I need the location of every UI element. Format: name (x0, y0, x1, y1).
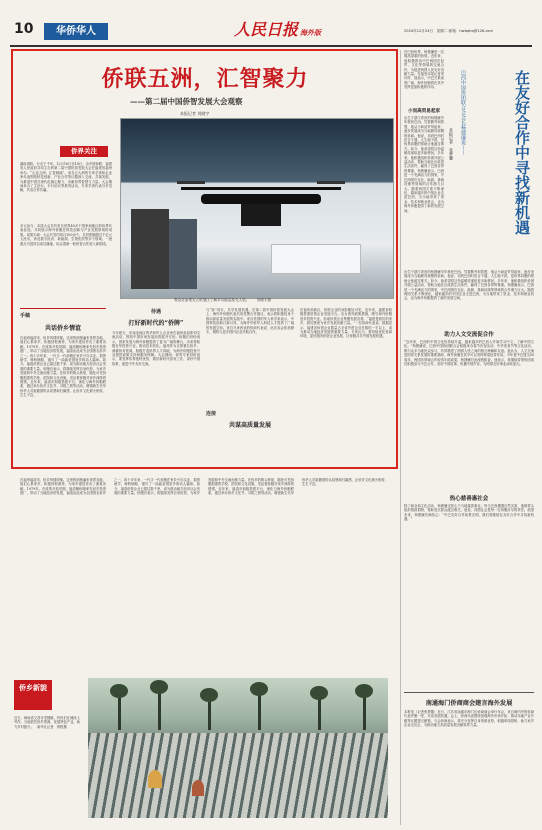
masthead-sub: 海外版 (300, 28, 322, 37)
feature-tag: 侨界关注 (60, 146, 108, 157)
feature-facts: 多元参与：本届大会共有来自世界40多个国家和地区的侨界代表参加，共同展示海外侨胞在科技创新与产业发展领域的成果。成果丰硕：大会共签约项目100余个，总投资额超过千亿元人民币，涉及数字经济、新能源、生物医药等多个领域。一批重点引进项目成功落地，标志着新一轮侨智合作进入新阶段。 (20, 224, 112, 246)
right-byline: 本报记者 张梦馨 (449, 128, 454, 160)
dateline (404, 29, 493, 34)
email-text: 邮箱：hwbqhq@126.com (448, 29, 493, 33)
feature-photo (120, 118, 394, 299)
col4-text: 在福州高新区，侨资企业的身影随处可见。近年来，福建省积极搭建侨资企业发展平台，出台系列政策措施，吸引海外侨胞回乡投资兴业，形成侨资企业集聚发展态势。“福建是我们的家乡，我们愿意为家乡发展贡献力量。”一位侨商代表说。数据显示，福建省侨资企业数量占全省外资企业总数的一半以上，成为推动当地经济发展的重要力量。专家认为，要持续优化营商环境，更好服务侨资企业发展，让侨胞共享中国发展机遇。 (300, 308, 392, 339)
section-divider (20, 308, 106, 309)
left-sidebar (20, 308, 106, 476)
bottom-photo-tag: 侨乡新貌 (14, 680, 52, 710)
col3-text: 与“侨”同行，共享发展机遇。在第二届中国侨智发展大会上，海内外侨胞代表共同签署合作倡议，表示将积极投身于推动高质量发展的实践中。来自美国的华人科学家表示，中国科技创新日新月异，为海外华侨华人科技人才提供了广阔的发展空间。来自马来西亚的侨商代表说，此次参会收获颇丰，期待与更多国内企业开展合作。 (206, 308, 294, 335)
palm-crown (250, 682, 268, 696)
palm-crown (355, 684, 373, 698)
drone-image (201, 194, 321, 204)
right-sec3-title[interactable]: 热心慈善惠社会 (449, 496, 489, 502)
feature-intro: 湖南浏阳，行走于千年。12月16日至18日，由中国侨联、福建省人民政府共同主办的第二届中国侨智发展大会在福建省福州举办。“心连五洲，汇智赋能”。来自五大洲的专家学者和企业家代表围绕科技创新、产业合作等议题深入交流，共谋发展，为推进中国式现代化凝心聚力，贡献侨界智慧与力量。大会期间举办了主论坛、平行论坛等系列活动，专家学者代表分享见解，共话合作共赢。 (20, 162, 112, 193)
masthead-logo (234, 17, 321, 40)
column-3 (206, 308, 294, 432)
masthead-title: 人民日报 (234, 20, 299, 39)
palm-crown (200, 688, 218, 702)
right-intro: 在巴西侨界，杨捷廉是一位德高望重的侨领。近年来，他积极推动中巴两国在经贸、文化等领域的交流合作，为促进两国人民友好贡献力量。在接受本报记者采访时，他表示，中巴关系前景广阔，海外侨胞将在其中发挥更加积极的作用。 (404, 50, 444, 90)
right-headline[interactable]: 在友好合作中寻找新机遇 (513, 70, 531, 235)
col3-section-label: 连接 (206, 411, 217, 417)
photo-caption: 观众在参观无人机展区了解多功能巡检无人机。 刘晓宇摄 (174, 298, 272, 302)
right-sec2-text: “近年来，巴西的中国文化热持续升温，越来越多的巴西人开始学习中文、了解中国文化。”杨捷廉说，巴西中国侨团联合会积极举办春节庆祝活动、中华美食节等文化活动，吸引众多当地民众参与，有效增进了两国人民之间的相互理解和友谊。他认为，人文交流是国家关系发展的重要基础，海外侨胞在其中可以发挥桥梁纽带作用。今年是中巴建交50周年，两国各领域合作取得丰硕成果，杨捷廉对此深感振奋。他表示，将继续带领侨团成员积极参与中巴合作，讲好中国故事，传播中国声音，为两国友好事业添砖加瓦。 (404, 340, 534, 367)
right-sec2-title[interactable]: 助力人文交流促合作 (444, 332, 494, 338)
column-divider (400, 50, 401, 825)
col2-title: 待遇 (150, 309, 161, 315)
visitor-figure (131, 209, 169, 289)
drone-body (241, 204, 281, 226)
bottom-photo-caption: 近日，海南省文昌市龙楼镇，村民们在滩涂上劳作。当地依托侨乡资源，发展特色产业，助力乡村振兴。 新华社记者 郭程摄 (14, 716, 80, 729)
bottom-divider (404, 692, 534, 693)
section-tag[interactable]: 华侨华人 (44, 23, 108, 40)
sidebar-title[interactable]: 共话侨乡情谊 (44, 325, 81, 332)
right-sec1-title[interactable]: 小而高贸易起家 (407, 109, 441, 114)
drone-arm (181, 187, 341, 190)
bottom-photo-sidebar (14, 680, 84, 786)
visitor-figure (169, 219, 197, 289)
right-sec3-text: 除了商业和文化活动，杨捷廉还热心于当地慈善事业。每当巴西遭遇自然灾害，他都带头组织捐款捐物，帮助受灾群众渡过难关。他说，回馈社会是每一位侨胞应尽的责任。展望未来，杨捷廉充满信心：“中巴友好合作前景光明，我们将继续在友好合作中寻找新机遇。” (404, 504, 534, 522)
palm-crown (110, 684, 128, 698)
drone-rotor (317, 181, 345, 184)
col2-subtitle[interactable]: 打好新时代的“侨牌” (128, 320, 184, 327)
page-number: 10 (14, 21, 34, 37)
worker-figure (192, 780, 204, 796)
date-text: 2024年12月24日 星期二 (404, 29, 448, 33)
right-sec1-more: 出生于浙江青田的杨捷廉早年移民巴西。凭着勤劳和智慧，他从小商品贸易起家，逐步发展成为当地颇具规模的侨商。他说，初到巴西时语言不通、人生地不熟，是侨界同胞的帮助让他渡过难关。如今，他希望将这份温暖传递给更多新移民。多年来，他积极组织侨团开展公益活动，帮助当地社区改善生活条件，赢得了巴西各界的尊重。杨捷廉表示，巴西是一个充满活力的国家，中巴两国在农业、能源、基础设施等领域的合作潜力巨大。随着两国关系不断深化，越来越多的中国企业走进巴西，为当地带来了资金、技术和就业机会，也为海外侨胞提供了新的发展空间。 (404, 270, 534, 301)
col3-section-title[interactable]: 共谋高质量发展 (228, 422, 271, 429)
feature-headline[interactable]: 侨联五洲，汇智聚力 (101, 66, 309, 92)
feature-byline: 本报记者 刘晓宇 (180, 111, 210, 116)
header-rule (10, 45, 532, 47)
right-sec1-text: 出生于浙江青田的杨捷廉早年移民巴西。凭着勤劳和智慧，他从小商品贸易起家，逐步发展成为当地颇具规模的侨商。他说，初到巴西时语言不通、人生地不熟，是侨界同胞的帮助让他渡过难关。如今，他希望将这份温暖传递给更多新移民。多年来，他积极组织侨团开展公益活动，帮助当地社区改善生活条件，赢得了巴西各界的尊重。杨捷廉表示，巴西是一个充满活力的国家，中巴两国在农业、能源、基础设施等领域的合作潜力巨大。随着两国关系不断深化，越来越多的中国企业走进巴西，为当地带来了资金、技术和就业机会，也为海外侨胞提供了新的发展空间。 (404, 116, 444, 213)
column-2 (112, 308, 200, 473)
display-stand (271, 244, 361, 274)
worker-figure (148, 770, 162, 788)
drone-rotor (177, 181, 205, 184)
col2-text: 今年夏天，东南亚地区的华侨华人企业家在福州参加系列交流活动，围绕中国市场发展前景展开讨论。侨胞们纷纷表示，国家发展为海外侨胞提供了更为广阔的舞台，未来将积极在华投资兴业，推动技术转化。福州作为全国著名侨乡，深耕侨务资源，积极打造侨界人才高地，为海外侨胞投资兴业提供政策支持和服务保障。大会期间，侨界专家纷纷表示，要发挥侨界独特优势，做好新时代侨务工作，讲好中国故事，促进中外友好交流。 (112, 331, 200, 366)
sidebar-text: 在福州福清市，侨乡风情浓郁。这里的侨胞遍布世界各地，他们心系家乡，积极回报桑梓，为家乡建设作出了重要贡献。1979年，在改革开放初期，福清籍侨胞率先回乡投资建厂，带动了当地经济的发展，福清由此成为全国著名侨乡之一。四十多年来，一代又一代侨胞在家乡兴办实业、捐资助学、修桥铺路，谱写了一曲曲爱国爱乡的动人篇章。如今，福清侨资企业已超过数千家，成为推动地方经济社会发展的重要力量。侨胞们表示，将继续发挥自身优势，为家乡发展和中外交流贡献力量。在侨乡的街头巷尾，随处可见侨胞捐建的学校、医院和文化设施，见证着侨胞对家乡深厚的情感。近年来，福清市积极搭建平台，深化与海外侨胞联系，通过举办侨乡文化节、寻根之旅等活动，增强新生代华侨华人对祖籍国的认同感和归属感，让侨乡文化薪火相传、生生不息。 (20, 336, 106, 398)
feature-subheadline: ——第二届中国侨智发展大会观察 (130, 97, 243, 106)
right-kicker: 巴西中国侨团联合会会长杨捷廉说—— (460, 70, 466, 155)
page-header (0, 0, 542, 46)
sidebar-label: 手稿 (20, 313, 31, 319)
bottom-article-text: 本报电（记者张梦馨）近日，江苏省南通市海门区侨商商会举行年会，来自海内外的侨商代表齐聚一堂，共话发展机遇。会上，侨商代表围绕加强海外市场开拓、推动本地产业升级等议题建言献策。与会侨商表示，将充分发挥自身资源优势，积极牵线搭桥，助力家乡企业走出去，为推动地方高质量发展贡献侨界力量。 (404, 710, 534, 728)
lower-article-text: 在福州福清市，侨乡风情浓郁。这里的侨胞遍布世界各地，他们心系家乡，积极回报桑梓，为家乡建设作出了重要贡献。1979年，在改革开放初期，福清籍侨胞率先回乡投资建厂，带动了当地经济的发展，福清由此成为全国著名侨乡之一。四十多年来，一代又一代侨胞在家乡兴办实业、捐资助学、修桥铺路，谱写了一曲曲爱国爱乡的动人篇章。如今，福清侨资企业已超过数千家，成为推动地方经济社会发展的重要力量。侨胞们表示，将继续发挥自身优势，为家乡发展和中外交流贡献力量。在侨乡的街头巷尾，随处可见侨胞捐建的学校、医院和文化设施，见证着侨胞对家乡深厚的情感。近年来，福清市积极搭建平台，深化与海外侨胞联系，通过举办侨乡文化节、寻根之旅等活动，增强新生代华侨华人对祖籍国的认同感和归属感，让侨乡文化薪火相传、生生不息。 (20, 478, 388, 496)
bottom-article-title[interactable]: 南通海门侨商商会建言海外发展 (425, 700, 513, 707)
bottom-photo (88, 678, 388, 818)
palm-crown (310, 686, 328, 700)
tidal-flat (88, 733, 388, 818)
palm-crown (150, 680, 168, 694)
